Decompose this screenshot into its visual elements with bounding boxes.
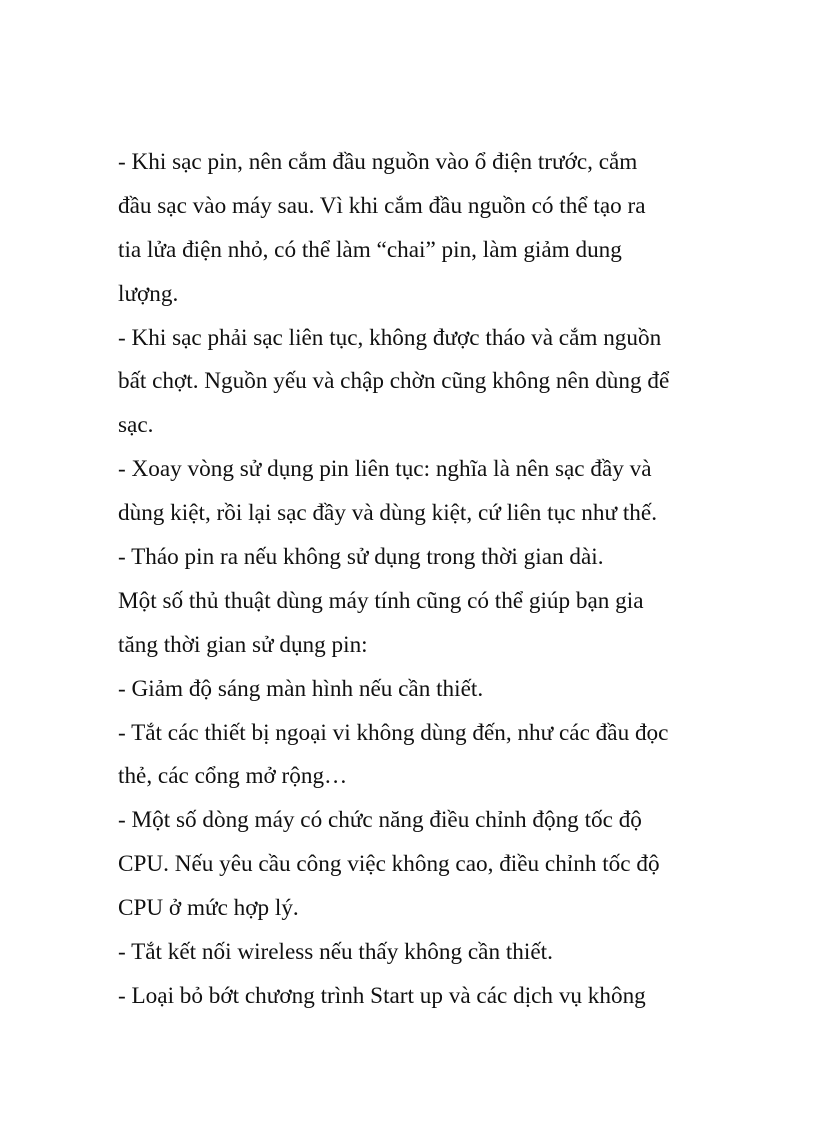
text-line: - Xoay vòng sử dụng pin liên tục: nghĩa là nên sạc đầy và — [118, 456, 652, 483]
text-line: bất chợt. Nguồn yếu và chập chờn cũng không nên dùng để — [118, 368, 670, 395]
text-line: - Tắt các thiết bị ngoại vi không dùng đến, như các đầu đọc — [118, 719, 669, 746]
text-line: - Loại bỏ bớt chương trình Start up và các dịch vụ không — [118, 982, 646, 1009]
text-line: tăng thời gian sử dụng pin: — [118, 631, 368, 658]
text-line: - Tắt kết nối wireless nếu thấy không cần thiết. — [118, 939, 553, 966]
text-line: Một số thủ thuật dùng máy tính cũng có thể giúp bạn gia — [118, 587, 644, 614]
text-line: thẻ, các cổng mở rộng… — [118, 763, 348, 790]
text-line: - Khi sạc phải sạc liên tục, không được tháo và cắm nguồn — [118, 324, 662, 351]
text-line: CPU. Nếu yêu cầu công việc không cao, điều chỉnh tốc độ — [118, 851, 660, 878]
text-line: - Một số dòng máy có chức năng điều chỉnh động tốc độ — [118, 807, 642, 834]
text-line: - Khi sạc pin, nên cắm đầu nguồn vào ổ điện trước, cắm — [118, 149, 638, 175]
text-line: - Giảm độ sáng màn hình nếu cần thiết. — [118, 675, 484, 702]
text-line: CPU ở mức hợp lý. — [118, 895, 299, 922]
body-text — [118, 141, 718, 1019]
text-line: - Tháo pin ra nếu không sử dụng trong thời gian dài. — [118, 544, 604, 571]
text-line: tia lửa điện nhỏ, có thể làm “chai” pin, làm giảm dung — [118, 236, 622, 263]
text-line: sạc. — [118, 412, 154, 439]
text-line: đầu sạc vào máy sau. Vì khi cắm đầu nguồn có thể tạo ra — [118, 192, 646, 219]
text-line: lượng. — [118, 280, 179, 307]
text-line: dùng kiệt, rồi lại sạc đầy và dùng kiệt, cứ liên tục như thế. — [118, 500, 657, 527]
